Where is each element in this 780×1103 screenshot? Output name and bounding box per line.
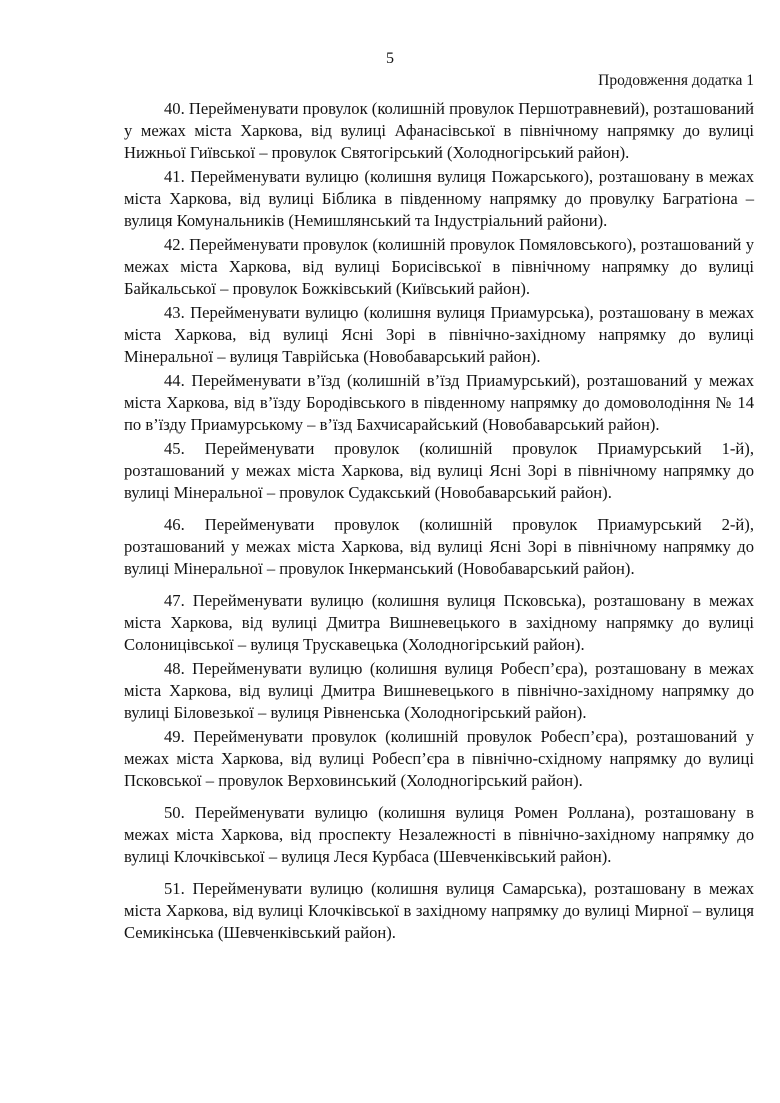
list-item: 51. Перейменувати вулицю (колишня вулиця Самарська), розташовану в межах міста Харкова, від вулиці Клочківської в західному напрямку до вулиці Мирної – вулиця Семикінська (Шевченківський район). — [124, 879, 754, 942]
list-item: 45. Перейменувати провулок (колишній провулок Приамурський 1-й), розташований у межах міста Харкова, від вулиці Ясні Зорі в північному напрямку до вулиці Мінеральної – провулок Судакський (Новобаварський район). — [124, 439, 754, 502]
list-item: 43. Перейменувати вулицю (колишня вулиця Приамурська), розташовану в межах міста Харкова, від вулиці Ясні Зорі в північно-західному напрямку до вулиці Мінеральної – вулиця Таврійська (Новобаварський район). — [124, 303, 754, 366]
list-item: 49. Перейменувати провулок (колишній провулок Робесп’єра), розташований у межах міста Харкова, від вулиці Робесп’єра в північно-східному напрямку до вулиці Псковської – провулок Верховинський (Холодногірський район). — [124, 727, 754, 790]
list-item: 42. Перейменувати провулок (колишній провулок Помяловського), розташований у межах міста Харкова, від вулиці Борисівської в північному напрямку до вулиці Байкальської – провулок Божківський (Київський район). — [124, 235, 754, 298]
document-body — [124, 98, 754, 946]
list-item: 46. Перейменувати провулок (колишній провулок Приамурський 2-й), розташований у межах міста Харкова, від вулиці Ясні Зорі в північному напрямку до вулиці Мінеральної – провулок Інкерманський (Новобаварський район). — [124, 515, 754, 578]
list-item: 47. Перейменувати вулицю (колишня вулиця Псковська), розташовану в межах міста Харкова, від вулиці Дмитра Вишневецького в західному напрямку до вулиці Солоницівської – вулиця Трускавецька (Холодногірський район). — [124, 591, 754, 654]
continuation-label: Продовження додатка 1 — [598, 72, 754, 89]
page-number: 5 — [386, 50, 394, 67]
list-item: 50. Перейменувати вулицю (колишня вулиця Ромен Роллана), розташовану в межах міста Харкова, від проспекту Незалежності в північно-західному напрямку до вулиці Клочківської – вулиця Леся Курбаса (Шевченківський район). — [124, 803, 754, 866]
list-item: 40. Перейменувати провулок (колишній провулок Першотравневий), розташований у межах міста Харкова, від вулиці Афанасівської в північному напрямку до вулиці Нижньої Гиївської – провулок Святогірський (Холодногірський район). — [124, 99, 754, 162]
list-item: 48. Перейменувати вулицю (колишня вулиця Робесп’єра), розташовану в межах міста Харкова, від вулиці Дмитра Вишневецького в північно-західному напрямку до вулиці Біловезької – вулиця Рівненська (Холодногірський район). — [124, 659, 754, 722]
list-item: 41. Перейменувати вулицю (колишня вулиця Пожарського), розташовану в межах міста Харкова, від вулиці Біблика в південному напрямку до провулку Багратіона – вулиця Комунальників (Немишлянський та Індустріальний райони). — [124, 167, 754, 230]
list-item: 44. Перейменувати в’їзд (колишній в’їзд Приамурський), розташований у межах міста Харкова, від в’їзду Бородівського в південному напрямку до домоволодіння № 14 по в’їзду Приамурському – в’їзд Бахчисарайський (Новобаварський район). — [124, 371, 754, 434]
